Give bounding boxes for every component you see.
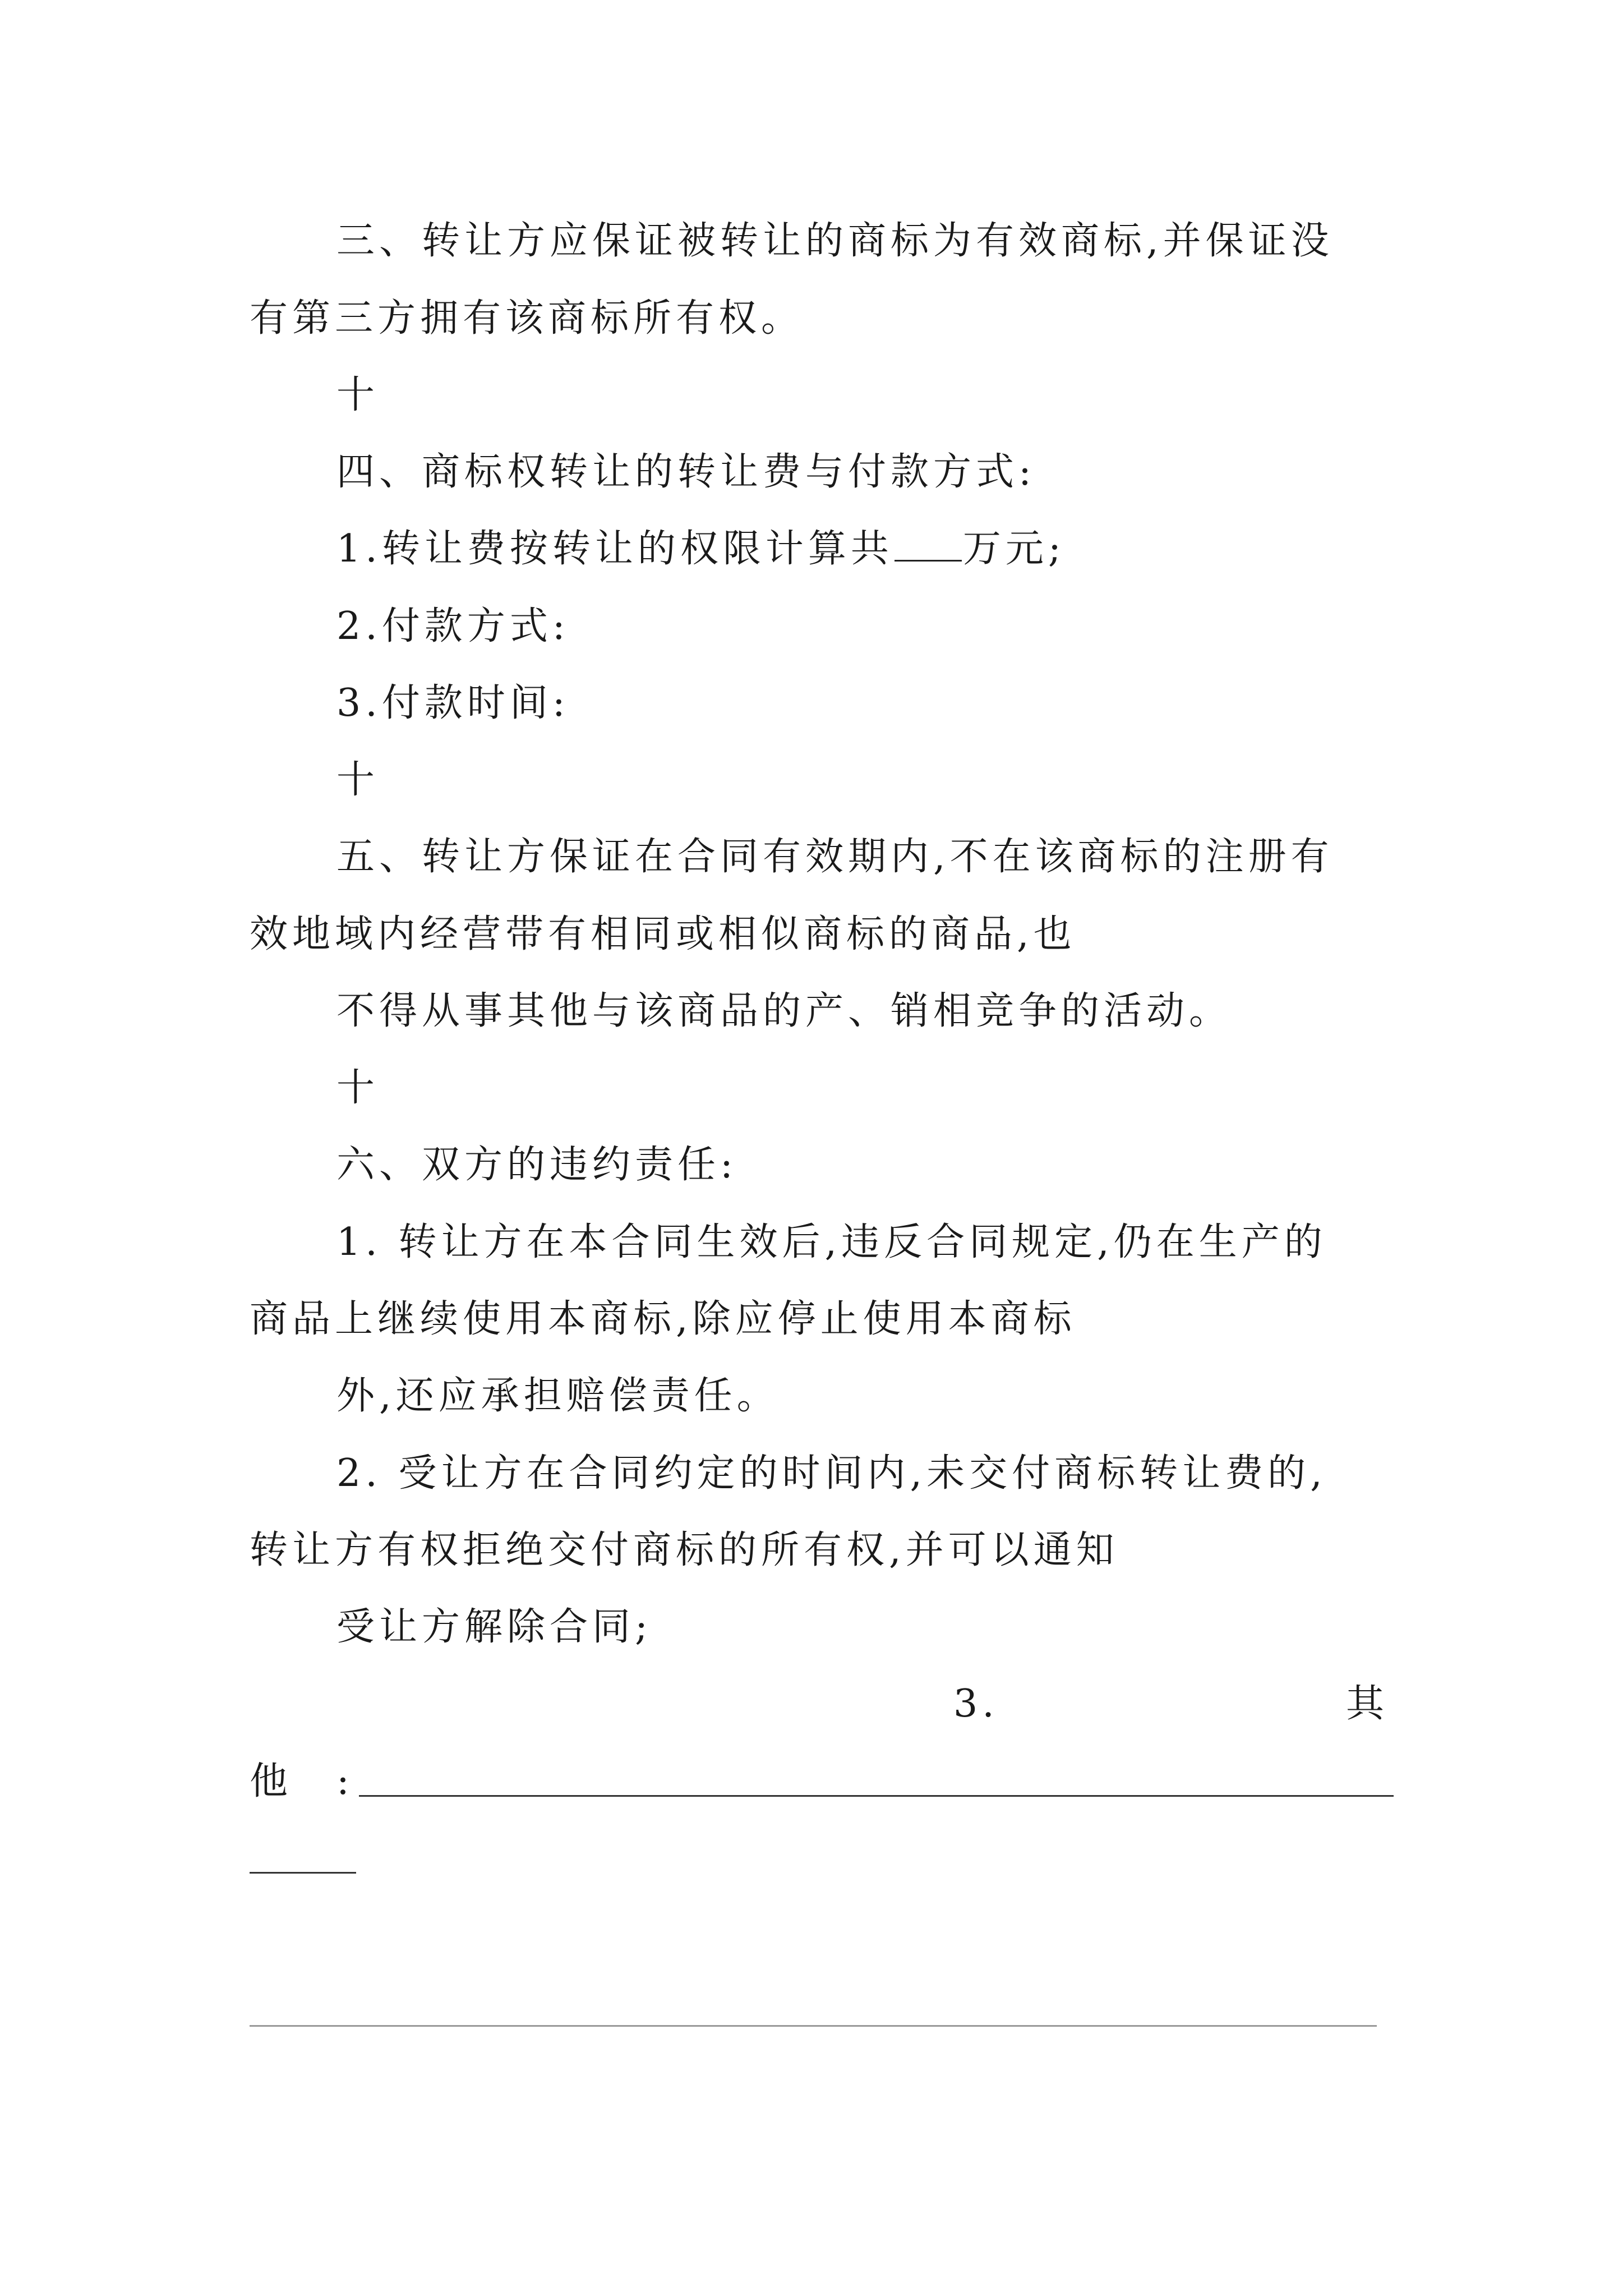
clause-4-item-1-text: 1.转让费按转让的权限计算共	[336, 527, 893, 571]
section-separator: 十	[336, 758, 380, 802]
clause-4-item-3: 3.付款时间:	[336, 681, 570, 725]
fill-in-line	[250, 1872, 356, 1874]
clause-6-item-3-number: 3.	[953, 1682, 999, 1726]
clause-6-item-1-line-2: 商品上继续使用本商标,除应停止使用本商标	[250, 1297, 1076, 1341]
clause-6-item-3-colon: :	[336, 1759, 354, 1803]
clause-6-item-1-line-1: 1. 转让方在本合同生效后,违反合同规定,仍在生产的	[336, 1220, 1327, 1264]
section-separator: 十	[336, 1066, 380, 1110]
clause-6-item-2-line-1: 2. 受让方在合同约定的时间内,未交付商标转让费的,	[336, 1451, 1327, 1496]
clause-4-item-2: 2.付款方式:	[336, 604, 570, 648]
clause-3-line-2: 有第三方拥有该商标所有权。	[250, 296, 804, 341]
divider-line	[250, 2025, 1377, 2027]
clause-6-item-3-word-2: 他	[250, 1759, 293, 1803]
clause-6-item-3-word-1: 其	[1346, 1682, 1389, 1726]
clause-5-line-1: 五、转让方保证在合同有效期内,不在该商标的注册有	[336, 835, 1334, 879]
clause-6-item-1-line-3: 外,还应承担赔偿责任。	[336, 1374, 780, 1418]
section-separator: 十	[336, 373, 380, 417]
clause-5-line-2: 效地域内经营带有相同或相似商标的商品,也	[250, 912, 1076, 956]
clause-5-line-3: 不得从事其他与该商品的产、销相竞争的活动。	[336, 989, 1232, 1033]
clause-6-item-2-line-2: 转让方有权拒绝交付商标的所有权,并可以通知	[250, 1528, 1119, 1572]
clause-6-title: 六、双方的违约责任:	[336, 1143, 737, 1187]
clause-4-item-1	[336, 524, 1066, 574]
fill-in-blank	[895, 526, 962, 562]
clause-6-item-2-line-3: 受让方解除合同;	[336, 1605, 652, 1649]
clause-3-line-1: 三、转让方应保证被转让的商标为有效商标,并保证没	[336, 219, 1334, 263]
fill-in-line	[359, 1795, 1394, 1797]
clause-4-title: 四、商标权转让的转让费与付款方式:	[336, 450, 1036, 494]
clause-4-item-1-unit: 万元;	[962, 527, 1066, 571]
